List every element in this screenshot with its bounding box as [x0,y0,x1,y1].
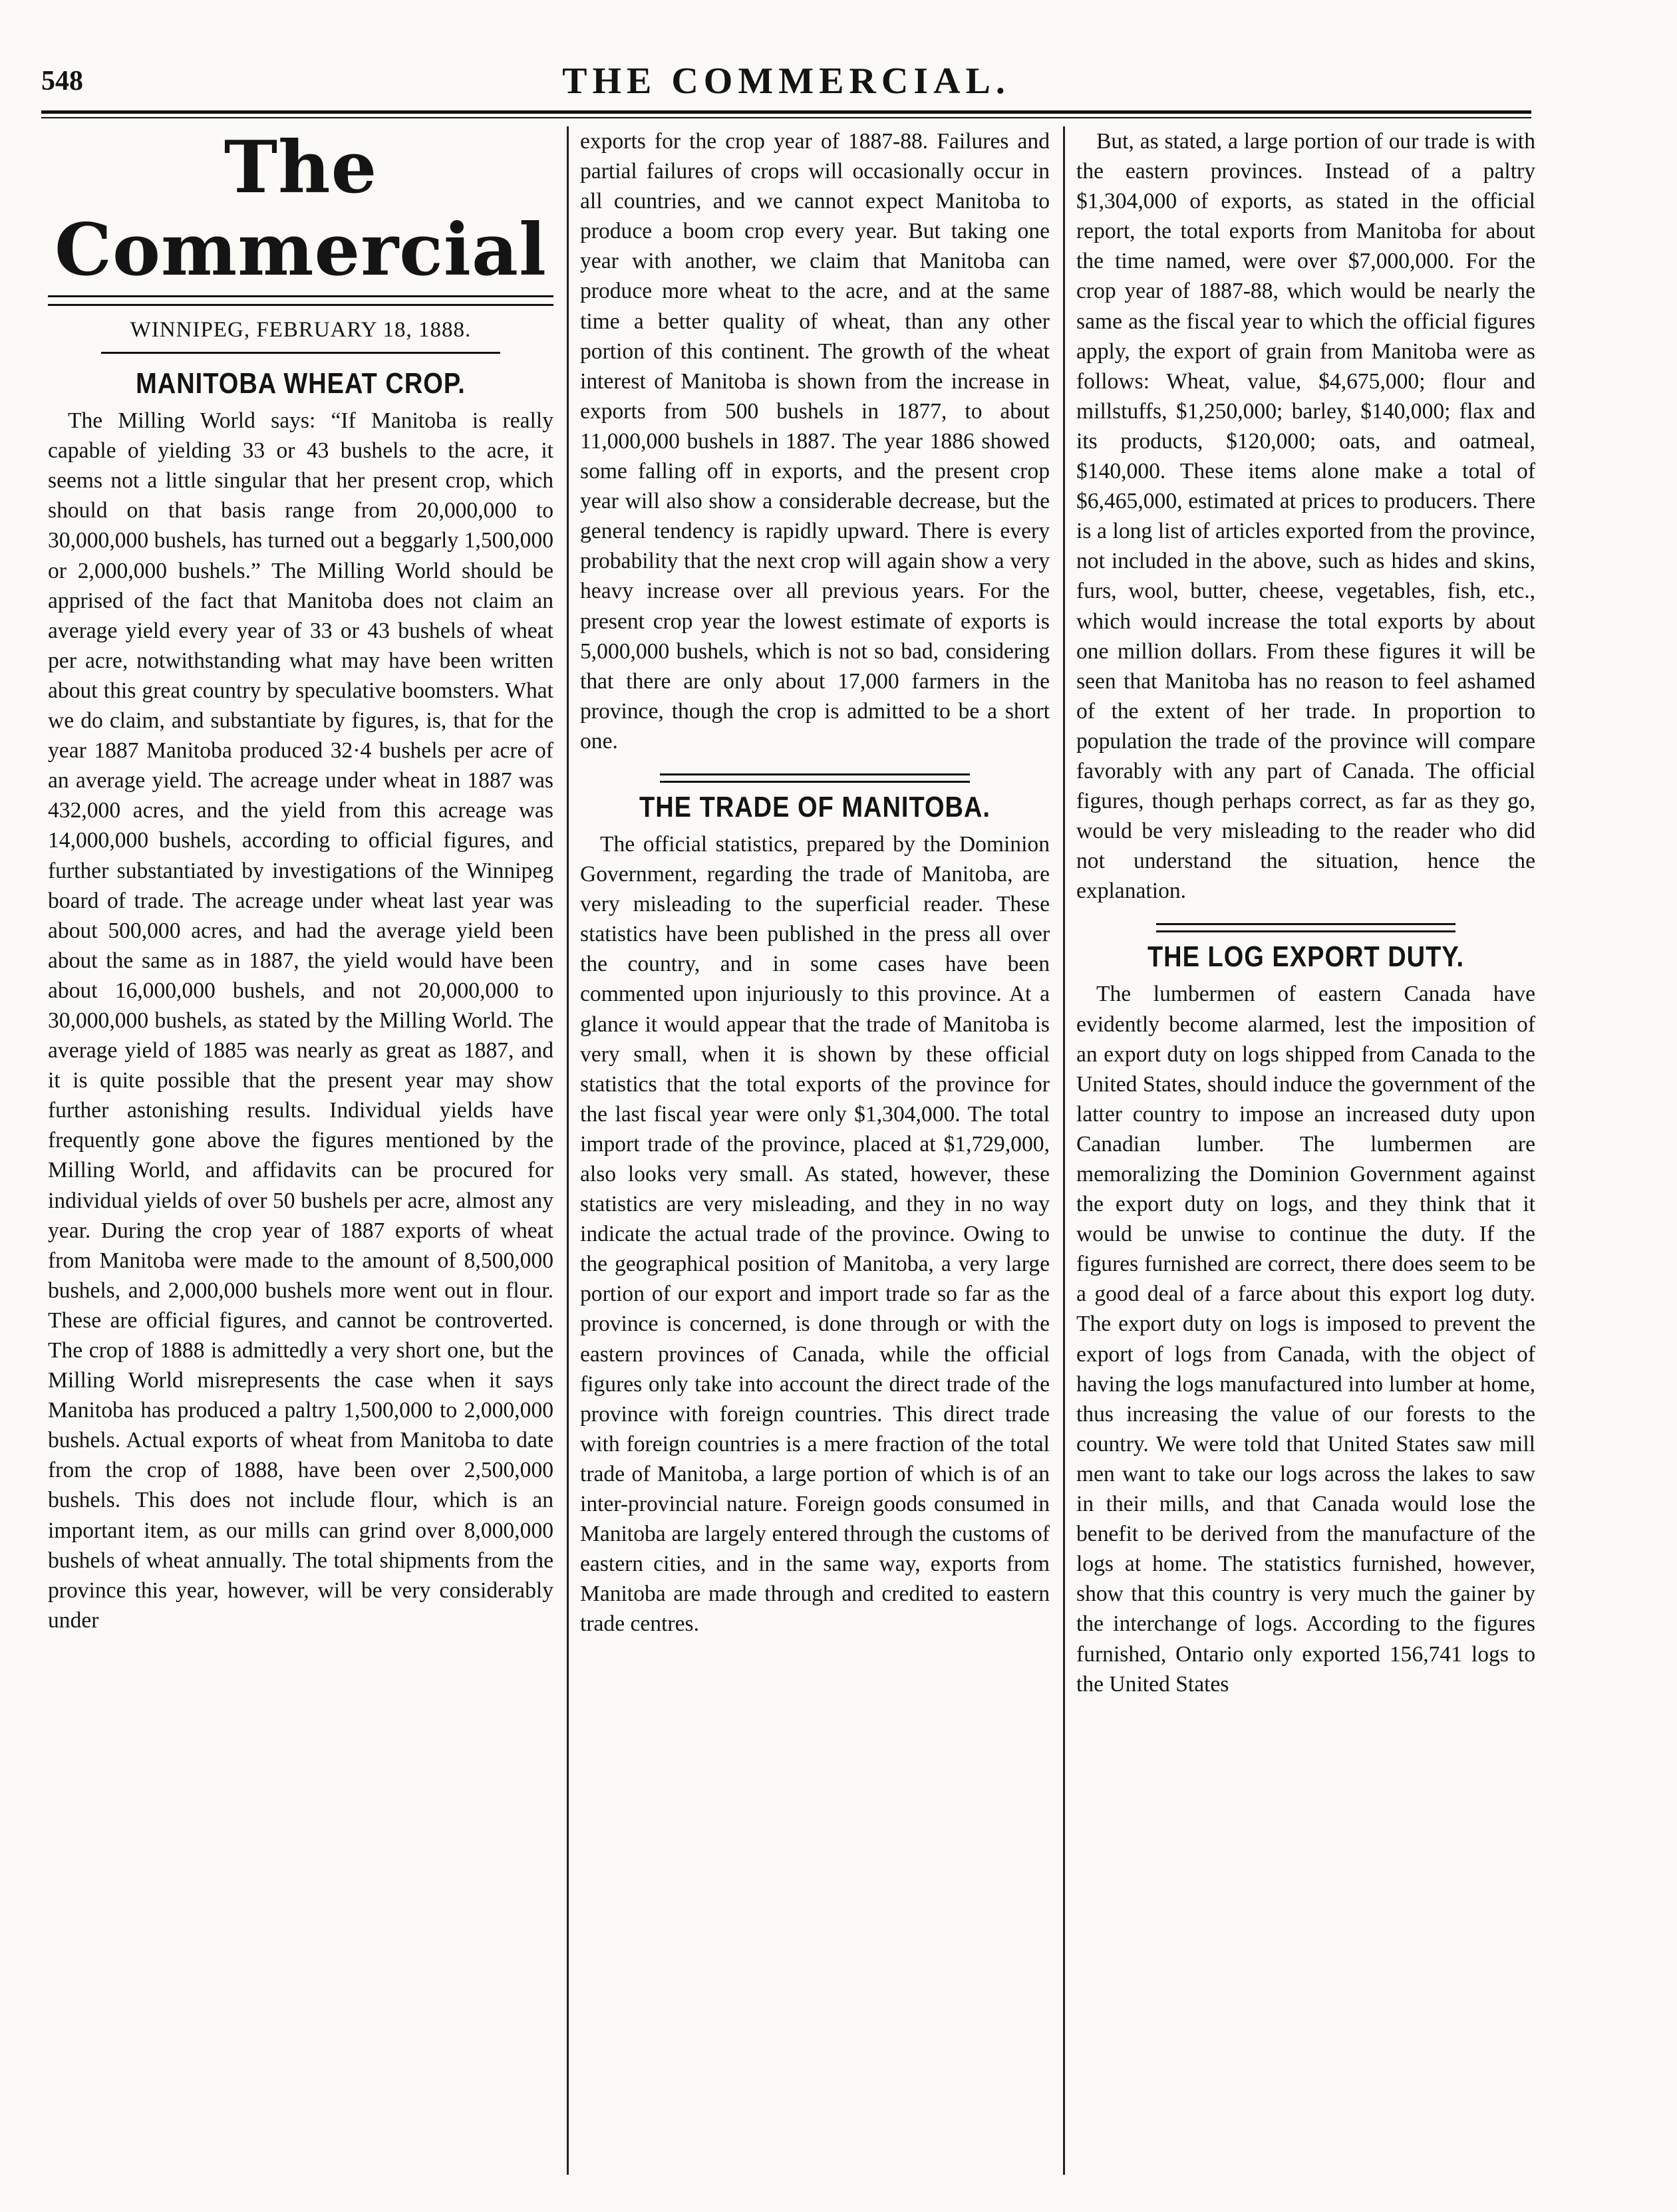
column-1 [48,126,553,1635]
column-divider-1 [567,126,569,2175]
column-2 [580,126,1050,1639]
headline-trade-of-manitoba: THE TRADE OF MANITOBA. [639,791,991,824]
column-3 [1076,126,1535,1699]
headline-log-export-duty: THE LOG EXPORT DUTY. [1147,941,1465,974]
dateline: WINNIPEG, FEBRUARY 18, 1888. [130,318,472,342]
section-rule-log-duty [1156,923,1455,932]
article-log-duty-text: The lumbermen of eastern Canada have evidently become alarmed, lest the imposition of an export duty on logs shipped from Canada to the United States, should induce the government of the latter country to impose an increased duty upon Canadian lumber. The lumbermen are memoralizing the Dominion Government against the export duty on logs, and they think that it would be unwise to continue the duty. If the figures furnished are correct, there does seem to be a good deal of a farce about this export log duty. The export duty on logs is imposed to prevent the export of logs from Canada, with the object of having the logs manufactured into lumber at home, thus increasing the value of our forests to the country. We were told that United States saw mill men want to take our logs across the lakes to saw in their mills, and that Canada would lose the benefit to be derived from the manufacture of the logs at home. The statistics furnished, however, show that this country is very much the gainer by the interchange of logs. According to the figures furnished, Ontario only exported 156,741 logs to the United States [1076,982,1535,1697]
column-divider-2 [1063,126,1065,2175]
article-wheat-crop-text-part-1: The Milling World says: “If Manitoba is really capable of yielding 33 or 43 bushels to the acre, it seems not a little singular that her present crop, which should on that basis range from 20,000,000 to 30,000,000 bushels, has turned out a beggarly 1,500,000 or 2,000,000 bushels.” The Milling World should be apprised of the fact that Manitoba does not claim an average yield every year of 33 or 43 bushels of wheat per acre, notwithstanding what may have been written about this great country by speculative boomsters. What we do claim, and substantiate by figures, is, that for the year 1887 Manitoba produced 32·4 bushels per acre of an average yield. The acreage under wheat in 1887 was 432,000 acres, and the yield from this acreage was 14,000,000 bushels, according to official figures, and further substantiated by investigations of the Winnipeg board of trade. The acreage under wheat last year was about 500,000 acres, and had the average yield been about the same as in 1887, the yield would have been about 16,000,000 bushels, and not 20,000,000 to 30,000,000 bushels, as stated by the Milling World. The average yield of 1885 was nearly as great as 1887, and it is quite possible that the present year may show further astonishing results. Individual yields have frequently gone above the figures mentioned by the Milling World, and affidavits can be procured for individual yields of over 50 bushels per acre, almost any year. During the crop year of 1887 exports of wheat from Manitoba were made to the amount of 8,500,000 bushels, and 2,000,000 bushels more went out in flour. These are official figures, and cannot be controverted. The crop of 1888 is admittedly a very short one, but the Milling World misrepresents the case when it says Manitoba has produced a paltry 1,500,000 to 2,000,000 bushels. Actual exports of wheat from Manitoba to date from the crop of 1888, have been over 2,500,000 bushels. This does not include flour, which is an important item, as our mills can grind over 8,000,000 bushels of wheat annually. The total shipments from the province this year, however, will be very considerably under [48,408,553,1633]
headline-manitoba-wheat-crop: MANITOBA WHEAT CROP. [136,367,466,400]
header-rule-bottom [41,117,1531,118]
page-number: 548 [41,66,83,96]
article-trade-text-part-2: But, as stated, a large portion of our trade is with the eastern provinces. Instead of a paltry $1,304,000 of exports, as stated in the official report, the total exports from Manitoba for about the time named, were over $7,000,000. For the crop year of 1887-88, which would be nearly the same as the fiscal year to which the official figures apply, the export of grain from Manitoba were as follows: Wheat, value, $4,675,000; flour and millstuffs, $1,250,000; barley, $140,000; flax and its products, $120,000; oats, and oatmeal, $140,000. These items alone make a total of $6,465,000, estimated at prices to producers. There is a long list of articles exported from the province, not included in the above, such as hides and skins, furs, wool, butter, cheese, vegetables, fish, etc., which would increase the total exports by about one million dollars. From these figures it will be seen that Manitoba has no reason to feel ashamed of the extent of her trade. In proportion to population the trade of the province will compare favorably with any part of Canada. The official figures, though perhaps correct, as far as they go, would be very misleading to the reader who did not understand the situation, hence the explanation. [1076,129,1535,904]
section-rule-trade [660,773,970,783]
masthead-title: The Commercial [55,126,547,292]
running-title: THE COMMERCIAL. [562,61,1010,102]
page-header [41,56,1531,102]
dateline-rule [101,352,500,354]
article-wheat-crop-text-part-2: exports for the crop year of 1887-88. Failures and partial failures of crops will occasionally occur in all countries, and we cannot expect Manitoba to produce a boom crop every year. But taking one year with another, we claim that Manitoba can produce more wheat to the acre, and at the same time a better quality of wheat, than any other portion of this continent. The growth of the wheat interest of Manitoba is shown from the increase in exports from 500 bushels in 1877, to about 11,000,000 bushels in 1887. The year 1886 showed some falling off in exports, and the present crop year will also show a considerable decrease, but the general tendency is rapidly upward. There is every probability that the next crop will again show a very heavy increase over all previous years. For the present crop year the lowest estimate of exports is 5,000,000 bushels, which is not so bad, considering that there are only about 17,000 farmers in the province, though the crop is admitted to be a short one. [580,129,1050,754]
article-trade-text-part-1: The official statistics, prepared by the Dominion Government, regarding the trade of Manitoba, are very misleading to the superficial reader. These statistics have been published in the press all over the country, and in some cases have been commented upon injuriously to this province. At a glance it would appear that the trade of Manitoba is very small, when it is shown by these official statistics that the total exports of the province for the last fiscal year were only $1,304,000. The total import trade of the province, placed at $1,729,000, also looks very small. As stated, however, these statistics are very misleading, and they in no way indicate the actual trade of the province. Owing to the geographical position of Manitoba, a very large portion of our export and import trade so far as the province is concerned, is done through or with the eastern provinces of Canada, while the official figures only take into account the direct trade of the province with foreign countries. This direct trade with foreign countries is a mere fraction of the total trade of Manitoba, a large portion of which is of an inter-provincial nature. Foreign goods consumed in Manitoba are largely entered through the customs of eastern cities, and in the same way, exports from Manitoba are made through and credited to eastern trade centres. [580,831,1050,1637]
masthead-rule [48,295,553,306]
header-rule-top [41,110,1531,114]
